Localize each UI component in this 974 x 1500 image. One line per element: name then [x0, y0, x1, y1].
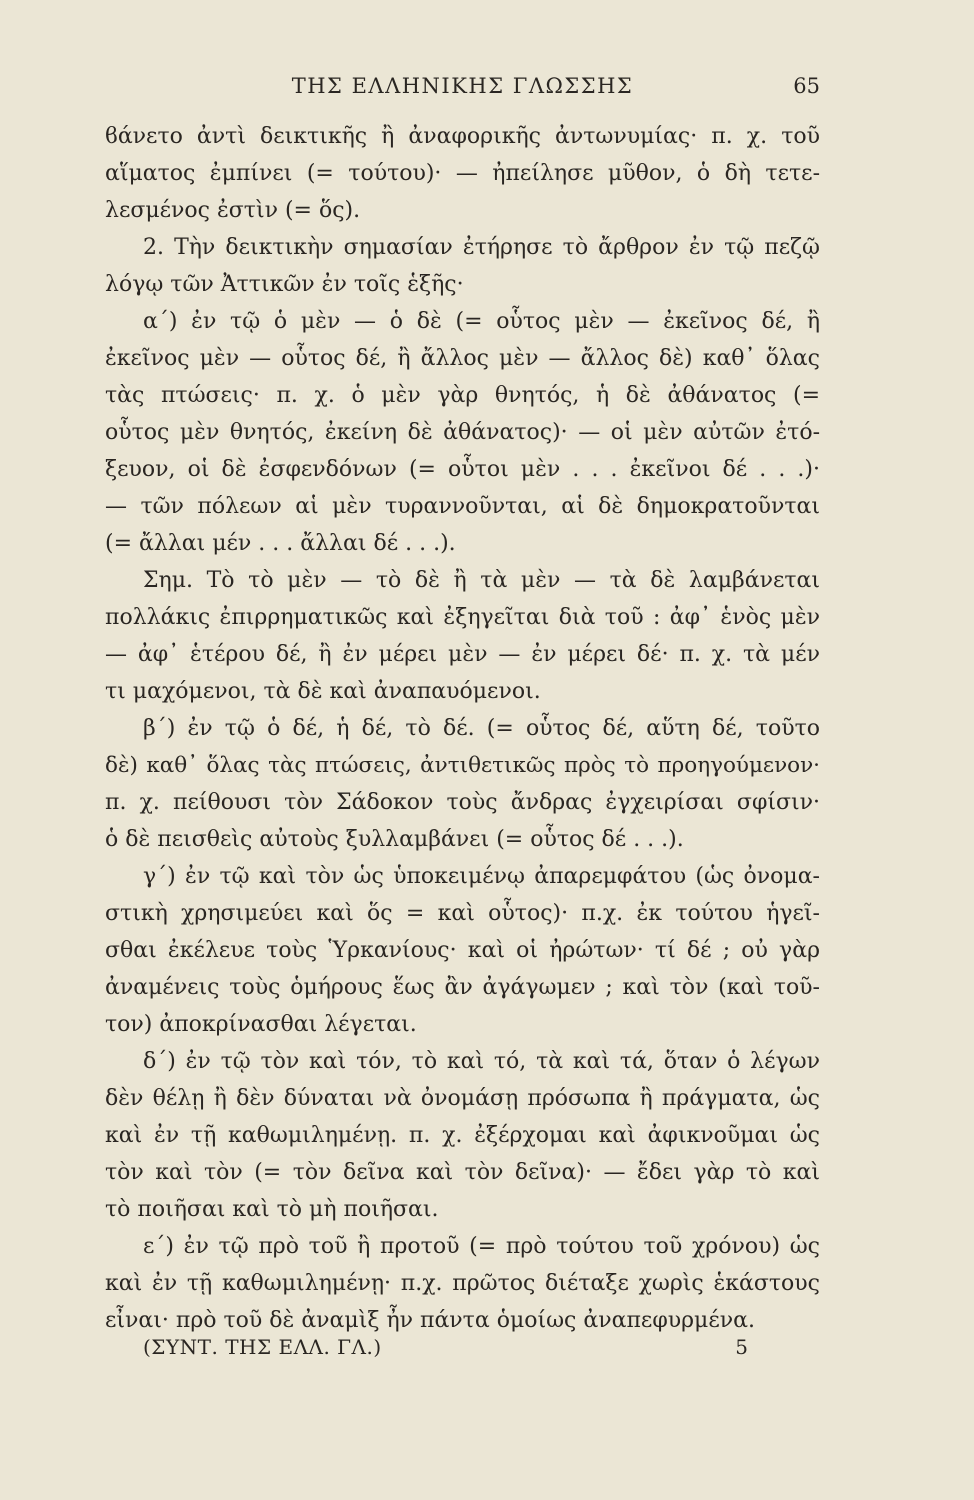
text-line: στικὴ χρησιμεύει καὶ ὅς = καὶ οὗτος)· π.χ. ἐκ τούτου ἡγεῖ-	[105, 901, 820, 926]
text-line: εἶναι· πρὸ τοῦ δὲ ἀναμὶξ ἦν πάντα ὁμοίως ἀναπεφυρμένα.	[105, 1308, 755, 1333]
text-line: λεσμένος ἐστὶν (= ὅς).	[105, 198, 361, 223]
text-line: — τῶν πόλεων αἱ μὲν τυραννοῦνται, αἱ δὲ δημοκρατοῦνται	[105, 494, 820, 519]
text-line: ἐκεῖνος μὲν — οὗτος δέ, ἢ ἄλλος μὲν — ἄλλος δὲ) καθ᾽ ὅλας	[105, 346, 820, 371]
text-line: ϐάνετο ἀντὶ δεικτικῆς ἢ ἀναφορικῆς ἀντωνυμίας· π. χ. τοῦ	[105, 124, 820, 149]
subsection-beta: β΄) ἐν τῷ ὁ δέ, ἡ δέ, τὸ δέ. (= οὗτος δέ, αὕτη δέ, τοῦτο	[143, 716, 820, 741]
sheet-number: 5	[735, 1335, 748, 1359]
subsection-gamma: γ΄) ἐν τῷ καὶ τὸν ὡς ὑποκειμένῳ ἀπαρεμφάτου (ὡς ὀνομα-	[143, 864, 820, 889]
subsection-delta: δ΄) ἐν τῷ τὸν καὶ τόν, τὸ καὶ τό, τὰ καὶ τά, ὅταν ὁ λέγων	[143, 1049, 820, 1074]
text-line: — ἀφ᾽ ἑτέρου δέ, ἢ ἐν μέρει μὲν — ἐν μέρει δέ· π. χ. τὰ μέν	[105, 642, 820, 667]
text-line: τι μαχόμενοι, τὰ δὲ καὶ ἀναπαυόμενοι.	[105, 679, 541, 704]
text-line: τον) ἀποκρίνασθαι λέγεται.	[105, 1012, 417, 1037]
text-line: (= ἄλλαι μέν . . . ἄλλαι δέ . . .).	[105, 531, 456, 556]
text-line: σθαι ἐκέλευε τοὺς Ὑρκανίους· καὶ οἱ ἠρώτων· τί δέ ; οὐ γὰρ	[105, 938, 820, 963]
text-line: δὲν θέλῃ ἢ δὲν δύναται νὰ ὀνομάσῃ πρόσωπα ἢ πράγματα, ὡς	[105, 1086, 820, 1111]
text-line: τὰς πτώσεις· π. χ. ὁ μὲν γὰρ θνητός, ἡ δὲ ἀθάνατος (=	[105, 383, 820, 408]
note-paragraph: Σημ. Τὸ τὸ μὲν — τὸ δὲ ἢ τὰ μὲν — τὰ δὲ λαμβάνεται	[143, 568, 820, 593]
text-line: οὗτος μὲν θνητός, ἐκείνη δὲ ἀθάνατος)· — οἱ μὲν αὐτῶν ἐτό-	[105, 420, 820, 445]
text-line: καὶ ἐν τῇ καθωμιλημένῃ. π. χ. ἐξέρχομαι καὶ ἀφικνοῦμαι ὡς	[105, 1123, 820, 1148]
text-line: ὁ δὲ πεισθεὶς αὐτοὺς ξυλλαμβάνει (= οὗτος δέ . . .).	[105, 827, 684, 852]
text-line: ξευον, οἱ δὲ ἐσφενδόνων (= οὗτοι μὲν . . . ἐκεῖνοι δέ . . .)·	[105, 457, 820, 482]
signature-footer	[105, 1335, 820, 1367]
body-text	[105, 118, 820, 1339]
text-line: ἀναμένεις τοὺς ὁμήρους ἕως ἂν ἀγάγωμεν ; καὶ τὸν (καὶ τοῦ-	[105, 975, 820, 1000]
subsection-alpha: α΄) ἐν τῷ ὁ μὲν — ὁ δὲ (= οὗτος μὲν — ἐκεῖνος δέ, ἢ	[143, 309, 820, 334]
text-line: λόγῳ τῶν Ἀττικῶν ἐν τοῖς ἑξῆς·	[105, 272, 464, 297]
text-line: δὲ) καθ᾽ ὅλας τὰς πτώσεις, ἀντιθετικῶς πρὸς τὸ προηγούμενον·	[105, 753, 820, 778]
page-number: 65	[793, 74, 820, 98]
running-header	[105, 70, 820, 106]
text-line: π. χ. πείθουσι τὸν Σάδοκον τοὺς ἄνδρας ἐγχειρίσαι σφίσιν·	[105, 790, 820, 815]
subsection-epsilon: ε΄) ἐν τῷ πρὸ τοῦ ἢ προτοῦ (= πρὸ τούτου τοῦ χρόνου) ὡς	[143, 1234, 820, 1259]
section-heading-2: 2. Τὴν δεικτικὴν σημασίαν ἐτήρησε τὸ ἄρθρον ἐν τῷ πεζῷ	[143, 235, 820, 260]
text-line: καὶ ἐν τῇ καθωμιλημένῃ· π.χ. πρῶτος διέταξε χωρὶς ἑκάστους	[105, 1271, 820, 1296]
running-title: ΤΗΣ ΕΛΛΗΝΙΚΗΣ ΓΛΩΣΣΗΣ	[291, 74, 634, 98]
text-line: πολλάκις ἐπιρρηματικῶς καὶ ἐξηγεῖται διὰ τοῦ : ἀφ᾽ ἑνὸς μὲν	[105, 605, 820, 630]
text-line: τὸν καὶ τὸν (= τὸν δεῖνα καὶ τὸν δεῖνα)· — ἔδει γὰρ τὸ καὶ	[105, 1160, 820, 1185]
signature-mark: (ΣΥΝΤ. ΤΗΣ ΕΛΛ. ΓΛ.)	[143, 1335, 382, 1359]
text-line: τὸ ποιῆσαι καὶ τὸ μὴ ποιῆσαι.	[105, 1197, 439, 1222]
text-line: αἵματος ἐμπίνει (= τούτου)· — ἠπείλησε μῦθον, ὁ δὴ τετε-	[105, 161, 820, 186]
